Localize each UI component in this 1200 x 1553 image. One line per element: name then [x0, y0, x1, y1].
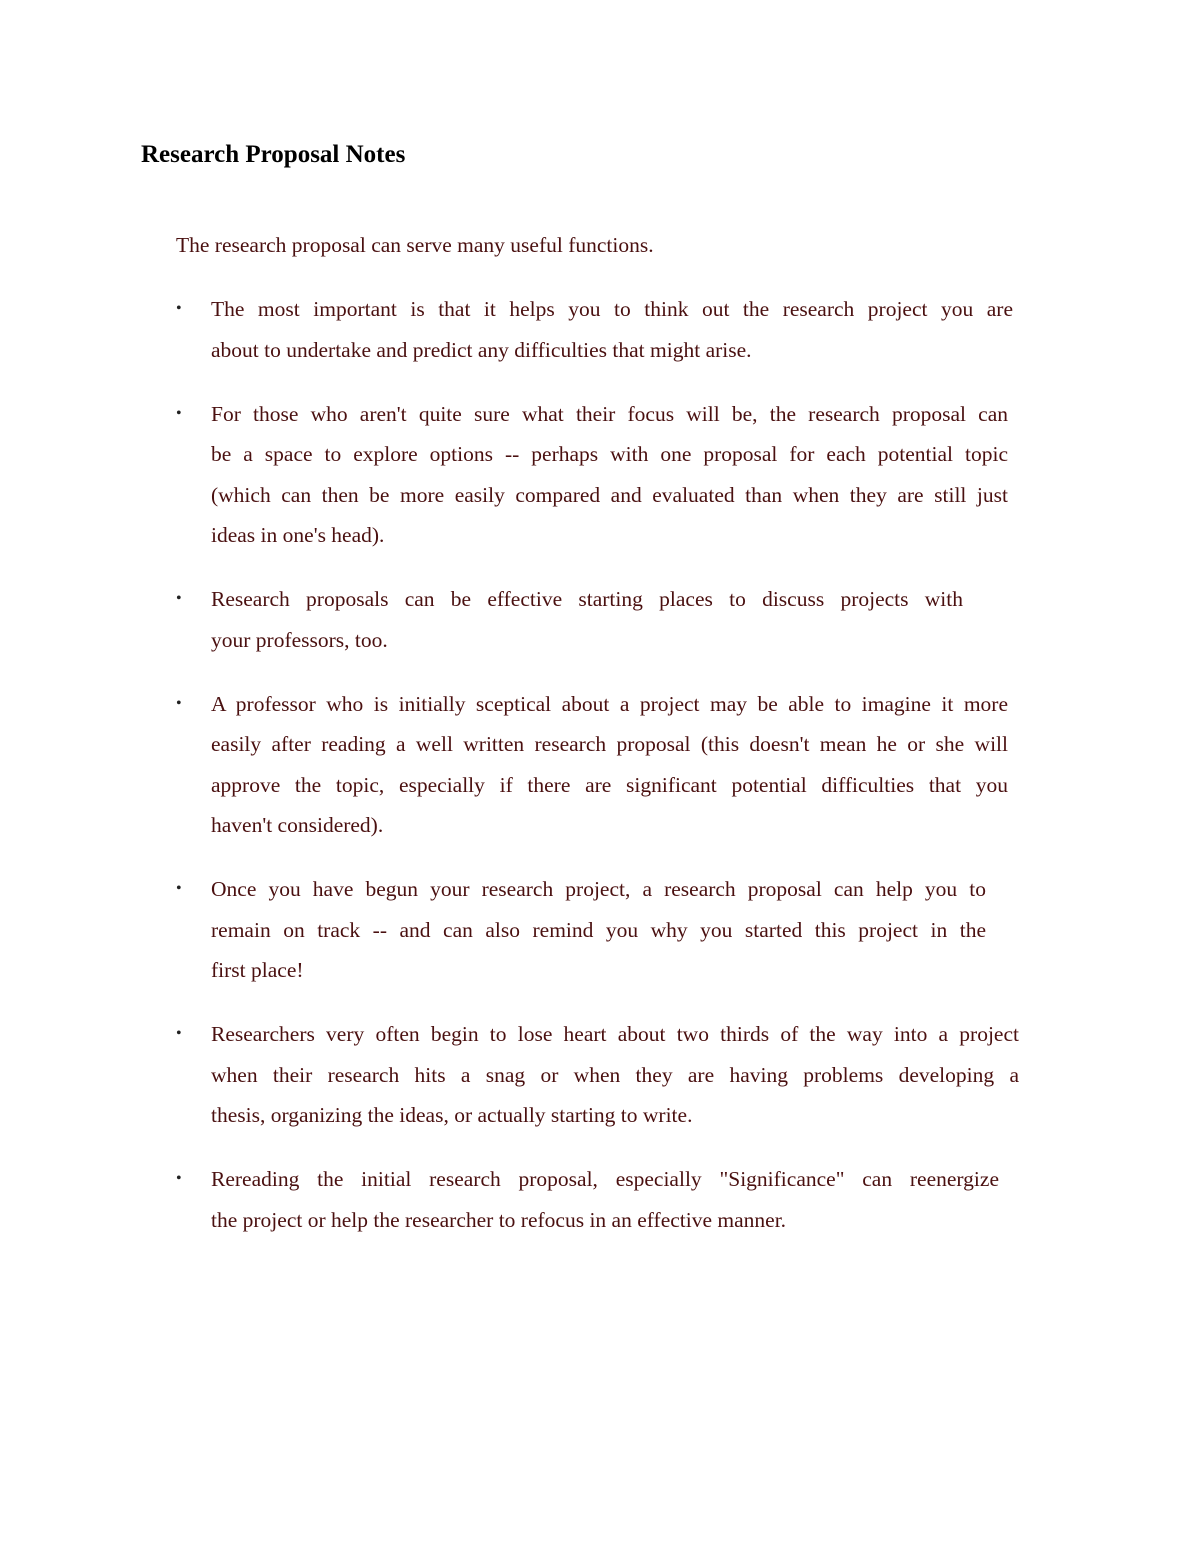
bullet-text-line: about to undertake and predict any difficulties that might arise. [211, 337, 752, 362]
bullet-text-line: For those who aren't quite sure what their focus will be, the research proposal can [211, 401, 1008, 426]
bullet-text-line: Once you have begun your research project, a research proposal can help you to [211, 877, 986, 901]
bullet-item [176, 289, 1019, 370]
bullet-text-line: approve the topic, especially if there are significant potential difficulties that you [211, 772, 1008, 797]
bullet-text-line: Research proposals can be effective starting places to discuss projects with [211, 587, 963, 611]
bullet-text-line: the project or help the researcher to refocus in an effective manner. [211, 1207, 787, 1232]
bullet-item [176, 684, 1019, 846]
bullet-icon: • [176, 300, 182, 317]
bullet-text-line: ideas in one's head). [211, 523, 385, 547]
bullet-icon: • [176, 1170, 182, 1187]
bullet-icon: • [176, 404, 182, 422]
bullet-item [176, 869, 1019, 991]
bullet-icon: • [176, 1025, 182, 1042]
bullet-icon: • [176, 694, 182, 712]
bullet-item [176, 394, 1019, 556]
bullet-item [176, 1159, 1019, 1240]
bullet-text-line: (which can then be more easily compared and evaluated than when they are still just [211, 482, 1008, 507]
bullet-text-line: when their research hits a snag or when they are having problems developing a [211, 1062, 1019, 1087]
bullet-list [176, 289, 1019, 1264]
intro-paragraph: The research proposal can serve many useful functions. [176, 233, 654, 257]
bullet-text-line: your professors, too. [211, 627, 388, 652]
bullet-text-line: thesis, organizing the ideas, or actually starting to write. [211, 1103, 693, 1127]
bullet-item [176, 1014, 1019, 1136]
bullet-text-line: Researchers very often begin to lose heart about two thirds of the way into a project [211, 1022, 1019, 1046]
bullet-text-line: haven't considered). [211, 813, 384, 837]
bullet-text-line: easily after reading a well written research proposal (this doesn't mean he or she will [211, 732, 1008, 756]
bullet-text-line: The most important is that it helps you to think out the research project you are [211, 297, 1013, 321]
document-title: Research Proposal Notes [141, 141, 406, 168]
bullet-text-line: A professor who is initially sceptical about a project may be able to imagine it more [211, 691, 1008, 716]
bullet-text-line: be a space to explore options -- perhaps with one proposal for each potential topic [211, 442, 1008, 466]
bullet-text-line: remain on track -- and can also remind you why you started this project in the [211, 917, 986, 942]
bullet-icon: • [176, 880, 182, 897]
bullet-text-line: first place! [211, 958, 304, 982]
bullet-text-line: Rereading the initial research proposal, especially "Significance" can reenergize [211, 1167, 999, 1191]
bullet-item [176, 579, 1019, 660]
bullet-icon: • [176, 590, 182, 607]
